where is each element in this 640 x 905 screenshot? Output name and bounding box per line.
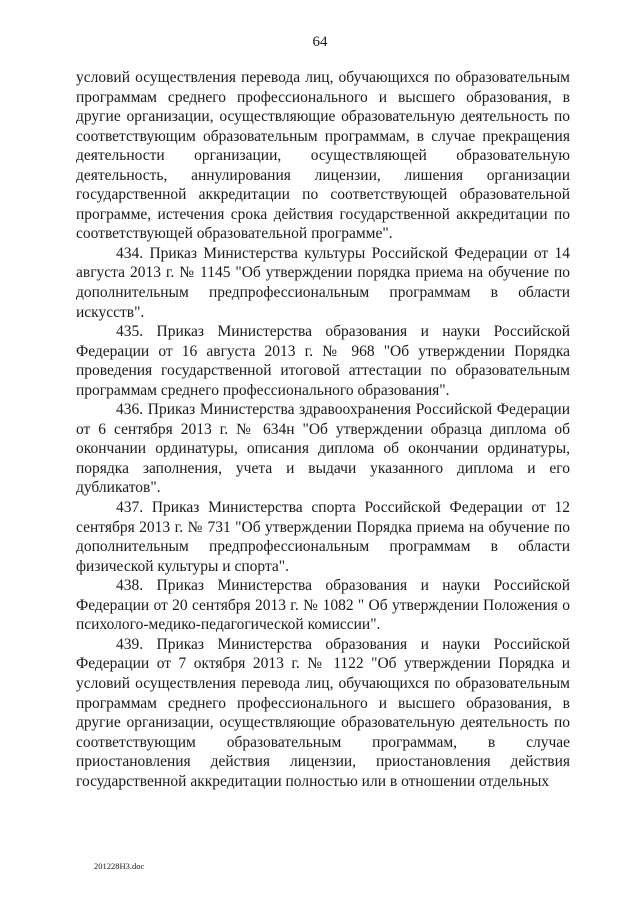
- body-text: [76, 68, 570, 791]
- paragraph-item-436: 436. Приказ Министерства здравоохранения Российской Федерации от 6 сентября 2013 г. № 634н "Об утверждении образца диплома об окончании ординатуры, описания диплома об окончании ординатуры, порядка заполнения, учета и выдачи указанного диплома и его дубликатов".: [76, 401, 570, 497]
- paragraph-item-437: 437. Приказ Министерства спорта Российской Федерации от 12 сентября 2013 г. № 731 "Об утверждении Порядка приема на обучение по дополнительным предпрофессиональным программам в области физической культуры и спорта".: [76, 499, 570, 575]
- page-number: 64: [312, 34, 328, 50]
- paragraph-item-439: 439. Приказ Министерства образования и науки Российской Федерации от 7 октября 2013 г. № 1122 "Об утверждении Порядка и условий осуществления перевода лиц, обучающихся по образовательным программам среднего профессионального и высшего образования, в другие организации, осуществляющие образовательную деятельность по соответствующим образовательным программам, в случае приостановления действия лицензии, приостановления действия государственной аккредитации полностью или в отношении отдельных: [76, 635, 570, 790]
- paragraph-item-438: 438. Приказ Министерства образования и науки Российской Федерации от 20 сентября 2013 г. № 1082 " Об утверждении Положения о психолого-медико-педагогической комиссии".: [76, 577, 570, 634]
- paragraph-item-434: 434. Приказ Министерства культуры Российской Федерации от 14 августа 2013 г. № 1145 "Об утверждении порядка приема на обучение по дополнительным предпрофессиональным программам в области искусств".: [76, 244, 570, 321]
- paragraph-continuation: условий осуществления перевода лиц, обучающихся по образовательным программам среднего профессионального и высшего образования, в другие организации, осуществляющие образовательную деятельность по соответствующим образовательным программам, в случае прекращения деятельности организации, осуществляющей образовательную деятельность, аннулирования лицензии, лишения организации государственной аккредитации по соответствующей образовательной программе, истечения срока действия государственной аккредитации по соответствующей образовательной программе".: [76, 69, 570, 243]
- footer-filename: 201228Н3.doc: [94, 861, 145, 871]
- paragraph-item-435: 435. Приказ Министерства образования и науки Российской Федерации от 16 августа 2013 г. № 968 "Об утверждении Порядка проведения государственной итоговой аттестации по образовательным программам среднего профессионального образования".: [76, 323, 570, 399]
